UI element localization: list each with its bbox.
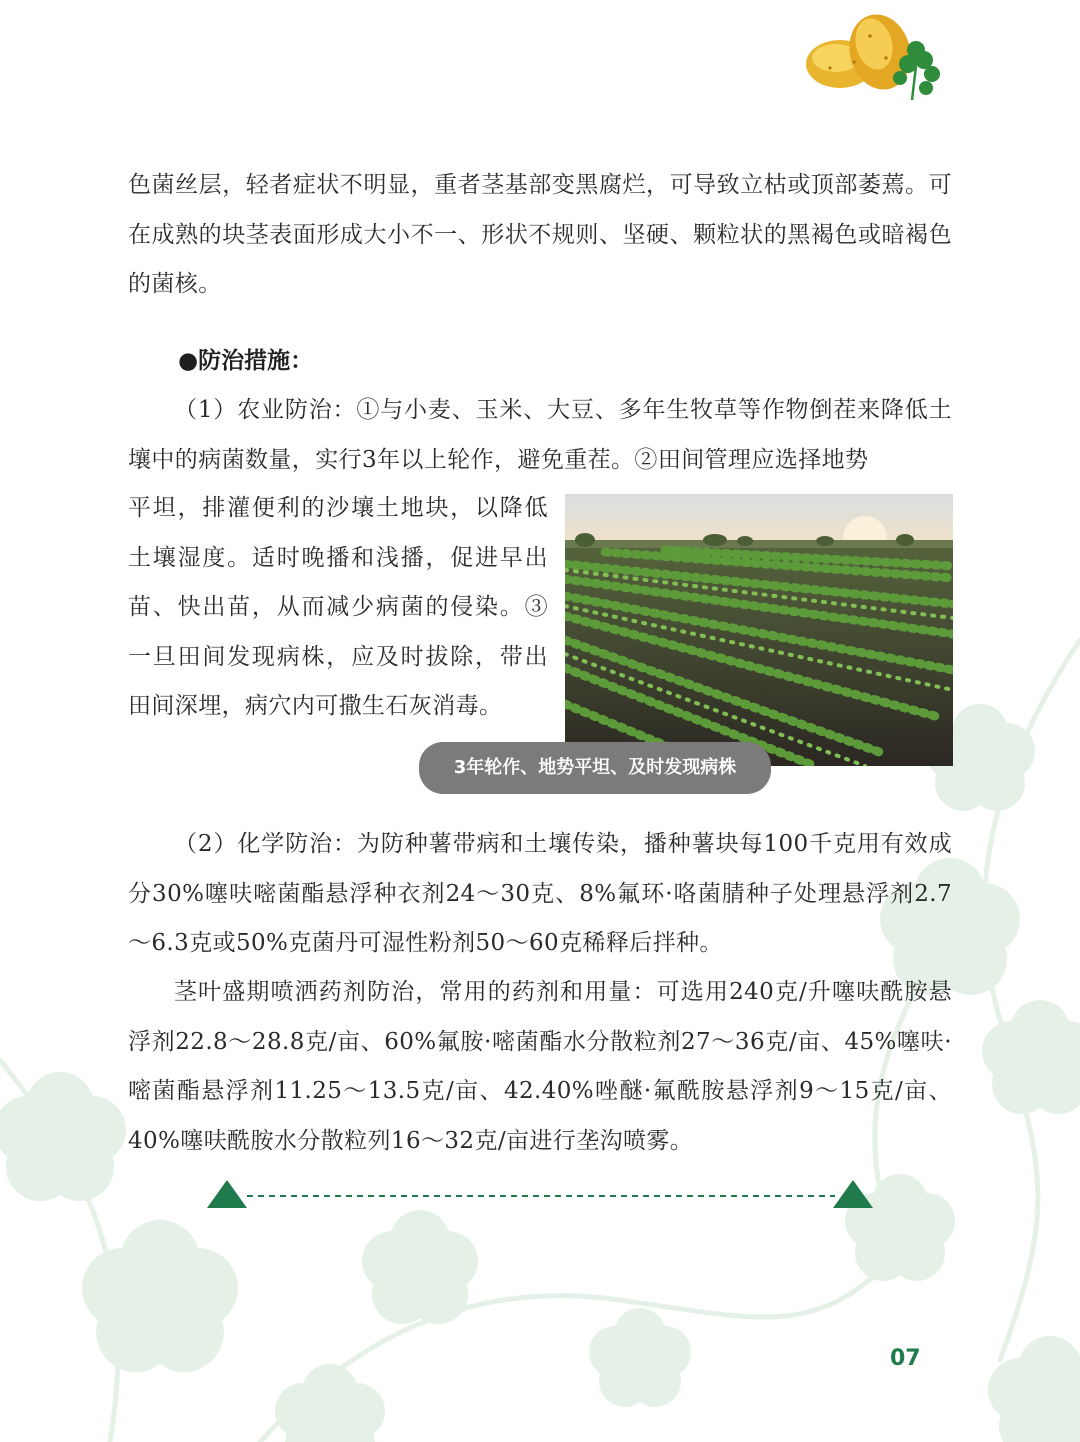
section-divider: [205, 1176, 875, 1212]
intro-paragraph: 色菌丝层，轻者症状不明显，重者茎基部变黑腐烂，可导致立枯或顶部萎蔫。可在成熟的块茎表面形成大小不一、形状不规则、坚硬、颗粒状的黑褐色或暗褐色的菌核。: [128, 172, 952, 297]
spray-control-paragraph: 茎叶盛期喷洒药剂防治，常用的药剂和用量：可选用240克/升噻呋酰胺悬浮剂22.8～28.8克/亩、60%氟胺·嘧菌酯水分散粒剂27～36克/亩、45%噻呋·嘧菌酯悬浮剂11.25～13.5克/亩、42.40%唑醚·氟酰胺悬浮剂9～15克/亩、40%噻呋酰胺水分散粒列16～32克/亩进行垄沟喷雾。: [128, 979, 952, 1154]
agri-control-paragraph-cont: 平坦，排灌便利的沙壤土地块，以降低土壤湿度。适时晚播和浅播，促进早出苗、快出苗，从而减少病菌的侵染。③一旦田间发现病株，应及时拔除，带出田间深埋，病穴内可撒生石灰消毒。: [128, 495, 548, 719]
section-heading: ●防治措施：: [178, 348, 314, 374]
chemical-control-paragraph: （2）化学防治：为防种薯带病和土壤传染，播种薯块每100千克用有效成分30%噻呋嘧菌酯悬浮种衣剂24～30克、8%氟环·咯菌腈种子处理悬浮剂2.7～6.3克或50%克菌丹可湿性粉剂50～60克稀释后拌种。: [128, 831, 952, 956]
photo-caption: 3年轮作、地势平坦、及时发现病株: [419, 742, 771, 794]
page-number: 07: [890, 1346, 921, 1371]
potato-field-photo: [565, 494, 953, 766]
potato-icon: [800, 6, 950, 106]
agri-control-paragraph: （1）农业防治：①与小麦、玉米、大豆、多年生牧草等作物倒茬来降低土壤中的病菌数量，实行3年以上轮作，避免重茬。②田间管理应选择地势: [128, 397, 952, 473]
